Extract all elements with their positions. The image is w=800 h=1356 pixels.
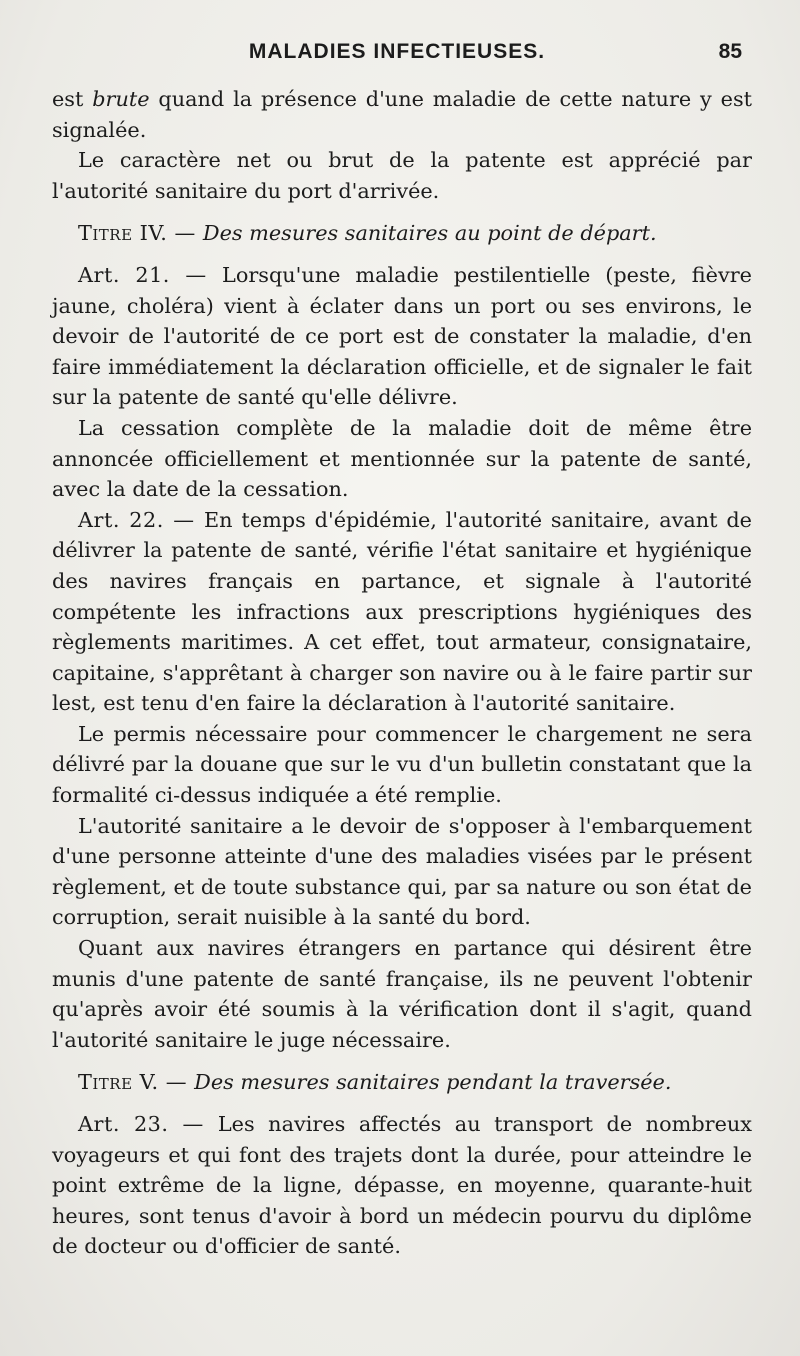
article-label: Art. 23. — (78, 1112, 218, 1136)
article-text: En temps d'épidémie, l'autorité sanitaire, avant de délivrer la patente de santé, vérifie l'état sanitaire et hygiénique des navires français en partance, et signale à l'autorité compétente les infractions aux prescriptions hygiéniques des règlements maritimes. A cet effet, tout armateur, consignataire, capitaine, s'apprêtant à charger son navire ou à le faire partir sur lest, est tenu d'en faire la déclaration à l'autorité sanitaire. (52, 507, 752, 716)
section-label: Titre V. — (78, 1070, 195, 1095)
section-heading-titre-5 (52, 1067, 752, 1098)
paragraph-patente-appreciation: Le caractère net ou brut de la patente est apprécié par l'autorité sanitaire du port d'arrivée. (52, 148, 752, 203)
running-title: MALADIES INFECTIEUSES. (248, 40, 546, 63)
section-subject: Des mesures sanitaires au point de départ. (202, 221, 657, 246)
paragraph-navires-etrangers: Quant aux navires étrangers en partance qui désirent être munis d'une patente de santé française, ils ne peuvent l'obtenir qu'après avoir été soumis à la vérification dont il s'agit, quand l'autorité sanitaire le juge nécessaire. (52, 936, 752, 1052)
paragraph-brute (52, 84, 752, 145)
article-23 (52, 1109, 752, 1262)
paragraph-permis: Le permis nécessaire pour commencer le chargement ne sera délivré par la douane que sur le vu d'un bulletin constatant que la formalité ci-dessus indiquée a été remplie. (52, 721, 752, 808)
article-text: Lorsqu'une maladie pestilentielle (peste, fièvre jaune, choléra) vient à éclater dans un port ou ses environs, le devoir de l'autorité de ce port est de constater la maladie, d'en faire immédiatement la déclaration officielle, et de signaler le fait sur la patente de santé qu'elle délivre. (52, 262, 752, 410)
article-21 (52, 260, 752, 413)
page-header (52, 38, 742, 74)
paragraph-embarquement: L'autorité sanitaire a le devoir de s'opposer à l'embarquement d'une personne atteinte d'une des maladies visées par le présent règlement, et de toute substance qui, par sa nature ou son état de corruption, serait nuisible à la santé du bord. (52, 813, 752, 930)
article-label: Art. 21. — (78, 262, 223, 287)
article-text: Les navires affectés au transport de nombreux voyageurs et qui font des trajets dont la durée, pour atteindre le point extrême de la ligne, dépasse, en moyenne, quarante-huit heures, sont tenus d'avoir à bord un médecin pourvu du diplôme de docteur ou d'officier de santé. (52, 1112, 753, 1259)
section-subject: Des mesures sanitaires pendant la traversée. (194, 1070, 672, 1095)
paragraph-text: est (52, 87, 93, 111)
section-label: Titre IV. — (78, 221, 203, 246)
page-number: 85 (718, 40, 742, 63)
page-body (52, 84, 752, 1262)
article-22 (52, 505, 752, 719)
article-label: Art. 22. — (78, 507, 204, 532)
paragraph-text: quand la présence d'une maladie de cette nature y est signalée. (52, 87, 753, 142)
italic-term: brute (92, 87, 150, 111)
paragraph-cessation: La cessation complète de la maladie doit de même être annoncée officiellement et mentionnée sur la patente de santé, avec la date de la cessation. (52, 415, 752, 502)
section-heading-titre-4 (52, 218, 752, 249)
